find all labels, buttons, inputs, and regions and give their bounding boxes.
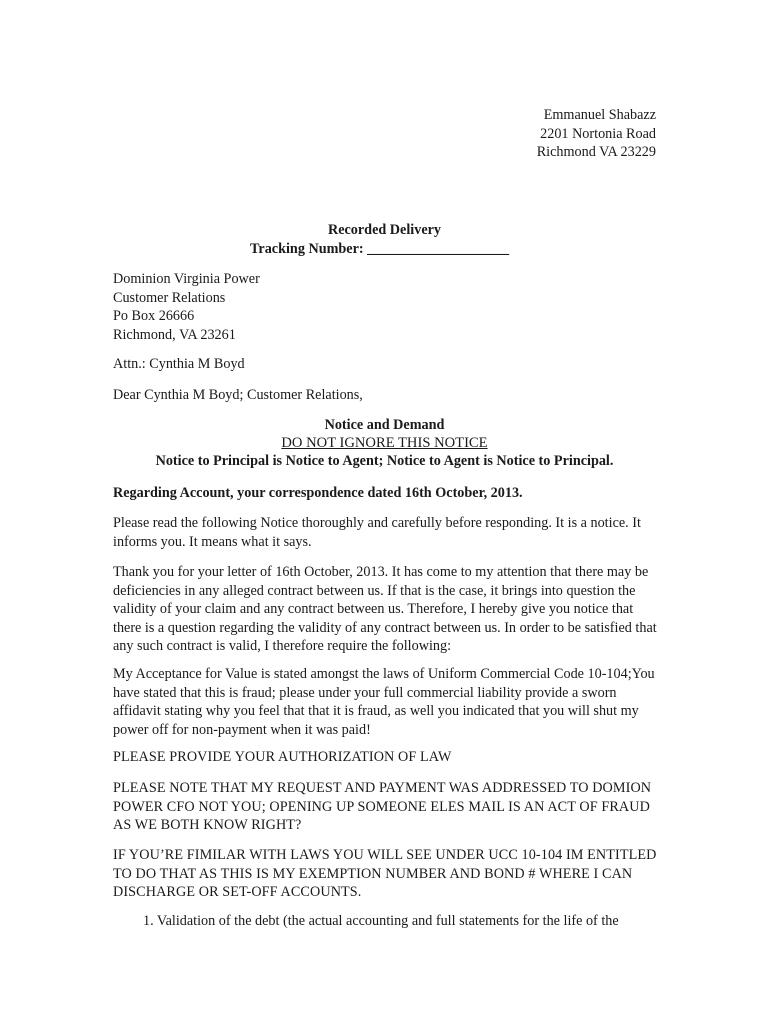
tracking-number: Tracking Number: ____________________ [250,241,510,257]
recipient-po-box: Po Box 26666 [113,308,195,324]
salutation: Dear Cynthia M Boyd; Customer Relations, [113,387,363,403]
sender-street: 2201 Nortonia Road [540,125,656,142]
sender-city: Richmond VA 23229 [536,144,656,160]
paragraph-ucc: IF YOU’RE FIMILAR WITH LAWS YOU WILL SEE UNDER UCC 10-104 IM ENTITLED TO DO THAT AS THIS IS MY EXEMPTION NUMBER AND BOND # WHERE I CAN DISCHARGE OR SET-OFF ACCOUNTS. [113,847,657,900]
notice-title: Notice and Demand [324,417,445,433]
list-item: 1. Validation of the debt (the actual accounting and full statements for the life of the [143,913,619,929]
sender-address [440,106,656,162]
paragraph-authorization: PLEASE PROVIDE YOUR AUTHORIZATION OF LAW [113,749,452,765]
delivery-method: Recorded Delivery [327,222,442,238]
recipient-company: Dominion Virginia Power [113,271,260,287]
attention-line: Attn.: Cynthia M Boyd [113,356,245,372]
regarding-line: Regarding Account, your correspondence dated 16th October, 2013. [113,485,523,501]
principal-agent-line: Notice to Principal is Notice to Agent; Notice to Agent is Notice to Principal. [155,453,614,469]
recipient-address [113,270,658,344]
recipient-department: Customer Relations [113,289,226,306]
paragraph-addressed: PLEASE NOTE THAT MY REQUEST AND PAYMENT WAS ADDRESSED TO DOMION POWER CFO NOT YOU; OPENING UP SOMEONE ELES MAIL IS AN ACT OF FRAUD AS WE BOTH KNOW RIGHT? [113,780,652,833]
notice-warning: DO NOT IGNORE THIS NOTICE [281,435,488,451]
paragraph-acceptance: My Acceptance for Value is stated amongst the laws of Uniform Commercial Code 10-104;You have stated that this is fraud; please under your full commercial liability provide a sworn affidavit stating why you feel that that it is fraud, as well you indicated that you will shut my power off for non-payment when it was paid! [113,666,655,738]
sender-name: Emmanuel Shabazz [543,107,656,123]
paragraph-intro: Please read the following Notice thoroughly and carefully before responding. It is a notice. It informs you. It means what it says. [113,515,641,550]
paragraph-validity: Thank you for your letter of 16th October, 2013. It has come to my attention that there may be deficiencies in any alleged contract between us. If that is the case, it brings into question the validity of your claim and any contract between us. Therefore, I hereby give you notice that there is a question regarding the validity of any contract between us. In order to be satisfied that any such contract is valid, I therefore require the following: [113,564,657,654]
recipient-city: Richmond, VA 23261 [113,326,236,343]
